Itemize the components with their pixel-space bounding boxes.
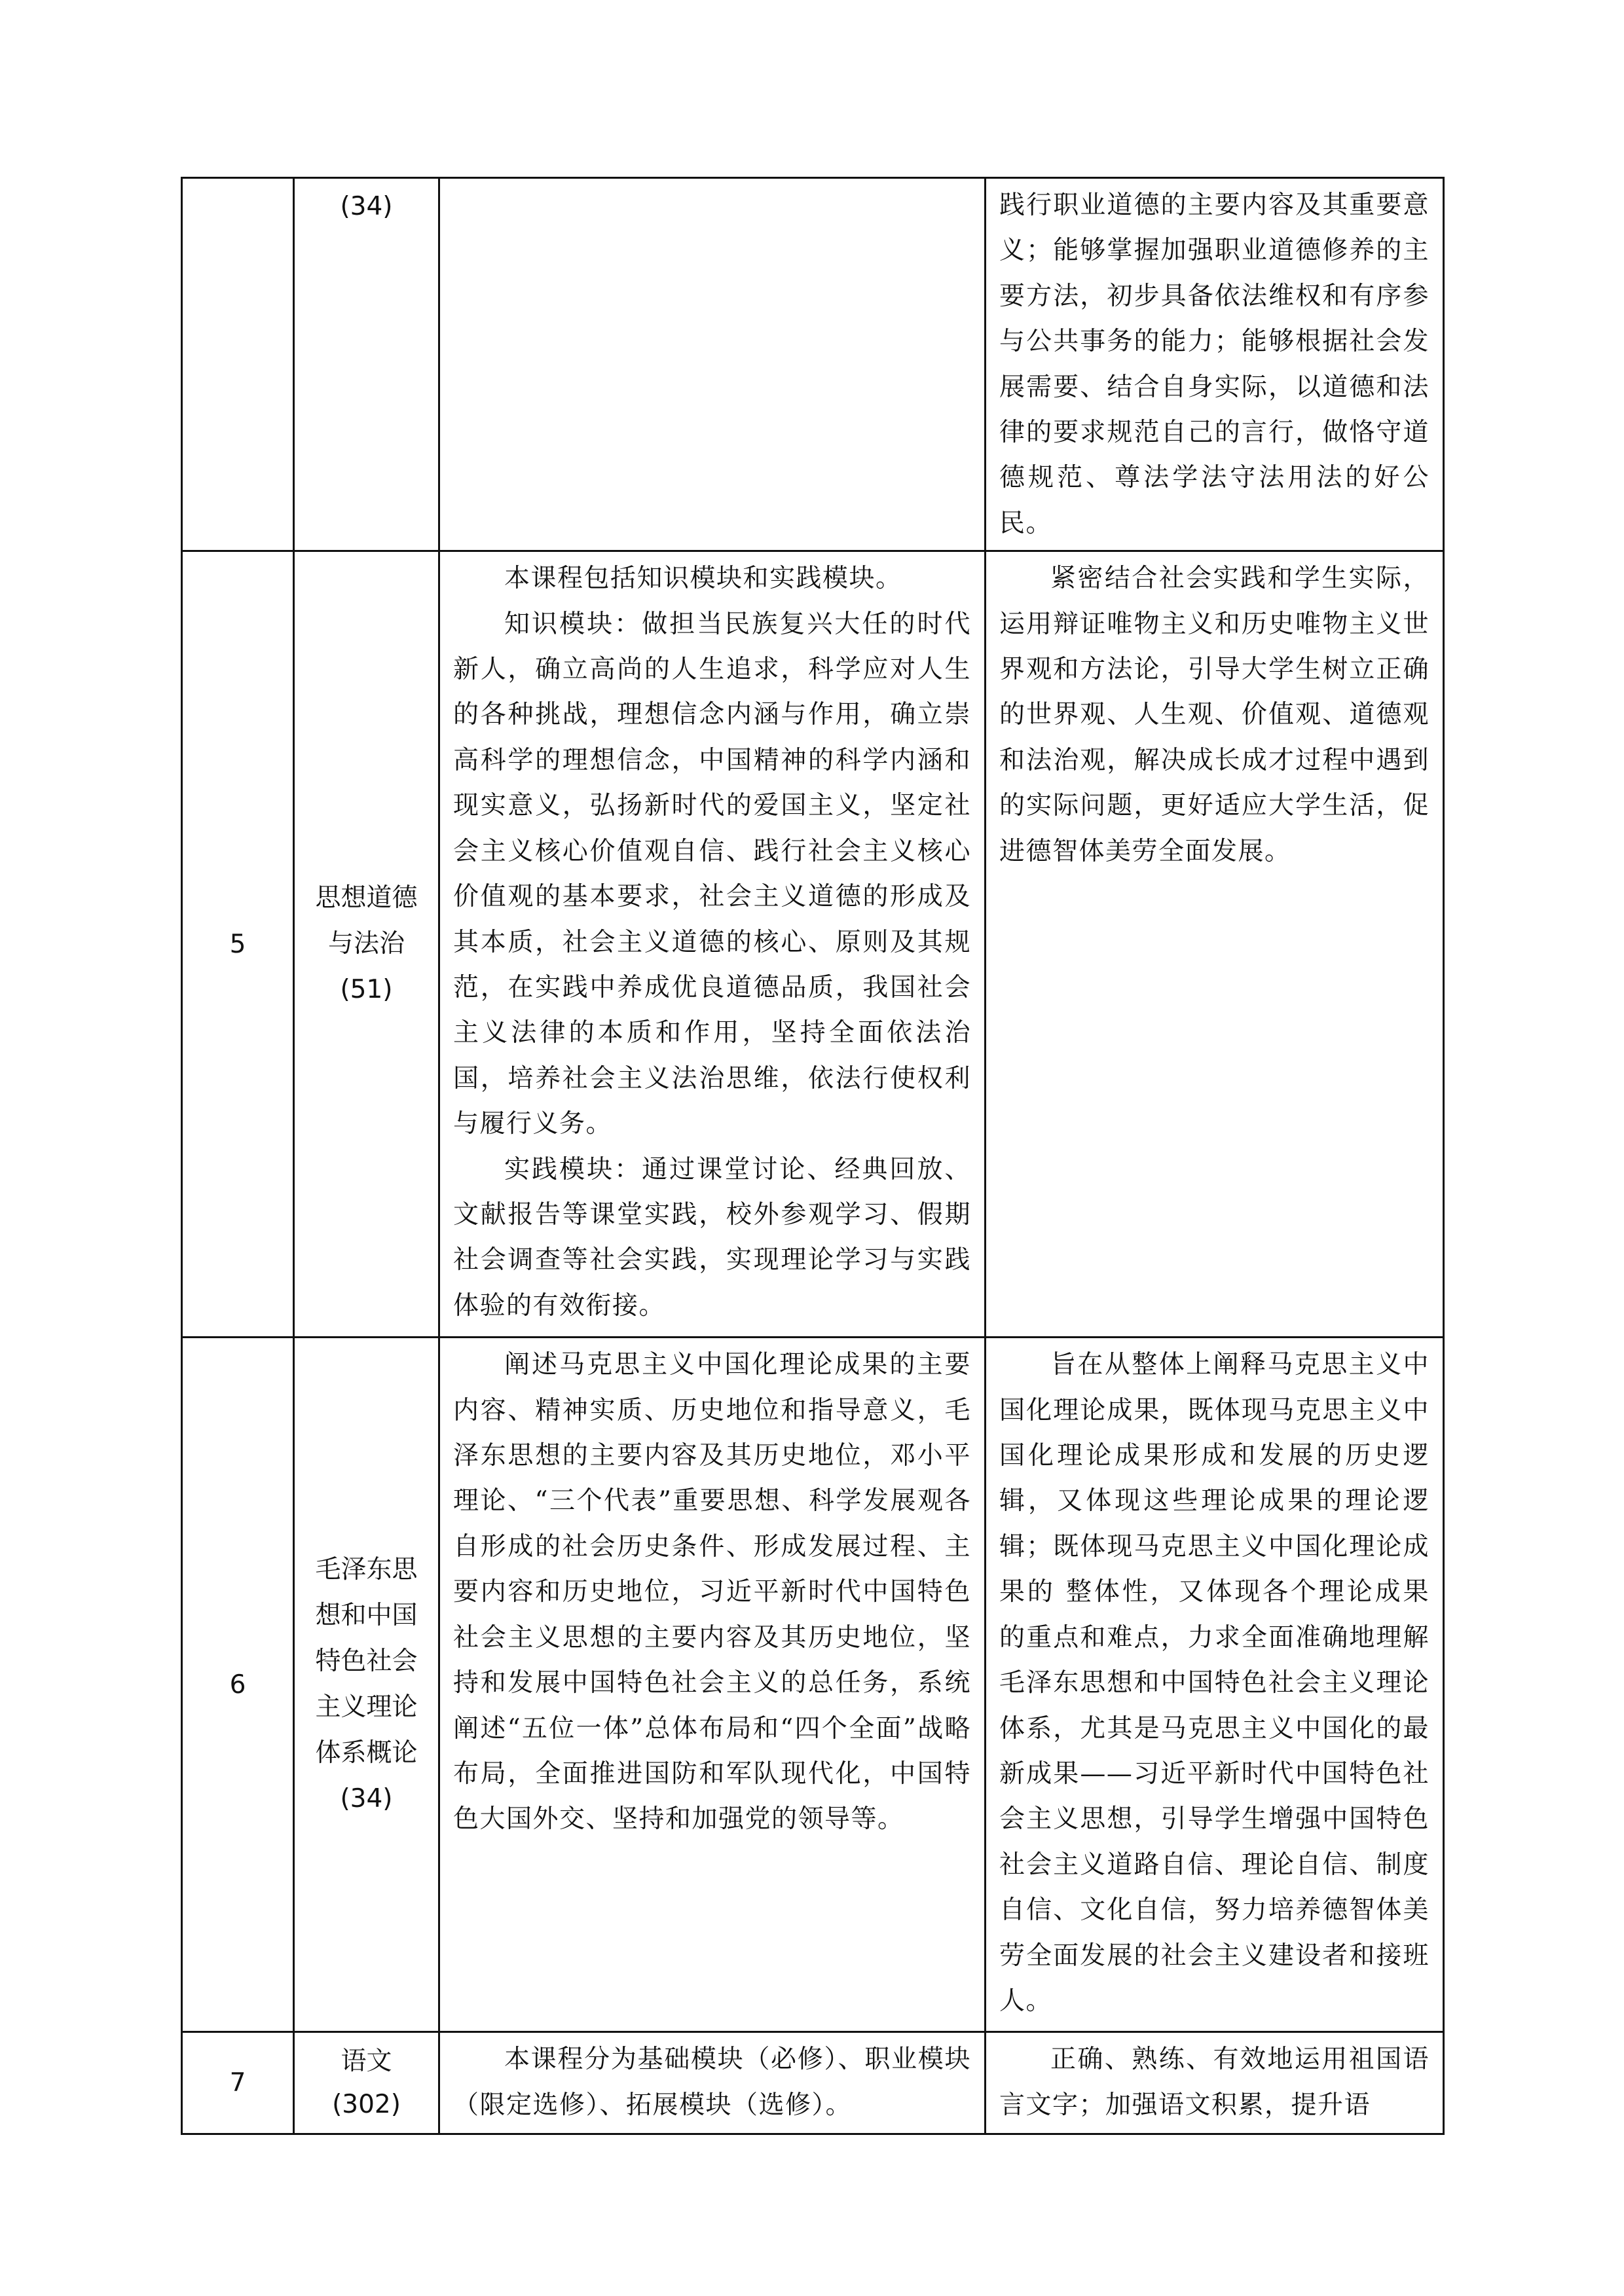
goal-paragraph: 旨在从整体上阐释马克思主义中国化理论成果，既体现马克思主义中国化理论成果形成和发展的历史逻辑，又体现这些理论成果的理论逻辑；既体现马克思主义中国化理论成果的 整体性，又体现各个理论成果的重点和难点，力求全面准确地理解毛泽东思想和中国特色社会主义理论体系，尤其是马克思主义中国化的最新成果——习近平新时代中国特色社会主义思想，引导学生增强中国特色社会主义道路自信、理论自信、制度自信、文化自信，努力培养德智体美劳全面发展的社会主义建设者和接班人。 [999,1350,1430,2016]
table-row [182,1338,1444,2032]
course-name [294,2032,439,2134]
course-name-line: 语文 [341,2046,392,2076]
course-hours: (34) [340,192,393,221]
course-content [439,178,986,551]
course-name-line: 特色社会 [315,1647,418,1677]
course-content [439,2032,986,2134]
course-name-line: 与法治 [327,929,405,959]
goal-paragraph: 践行职业道德的主要内容及其重要意义；能够掌握加强职业道德修养的主要方法，初步具备依法维权和有序参与公共事务的能力；能够根据社会发展需要、结合自身实际，以道德和法律的要求规范自己的言行，做恪守道德规范、尊法学法守法用法的好公民。 [999,191,1430,538]
course-hours: (51) [340,975,393,1005]
course-content [439,551,986,1338]
course-content [439,1338,986,2032]
content-paragraph: 实践模块：通过课堂讨论、经典回放、文献报告等课堂实践，校外参观学习、假期社会调查等社会实践，实现理论学习与实践体验的有效衔接。 [453,1154,971,1321]
row-number: 7 [182,2032,294,2134]
table-row [182,2032,1444,2134]
table-row [182,551,1444,1338]
course-goal [986,551,1444,1338]
row-number: 5 [182,551,294,1338]
row-number: 6 [182,1338,294,2032]
course-hours: (302) [332,2089,401,2119]
content-paragraph: 本课程分为基础模块（必修）、职业模块（限定选修）、拓展模块（选修）。 [453,2045,971,2120]
goal-paragraph: 正确、熟练、有效地运用祖国语言文字；加强语文积累，提升语 [999,2045,1430,2120]
table-row [182,178,1444,551]
content-paragraph: 知识模块：做担当民族复兴大任的时代新人，确立高尚的人生追求，科学应对人生的各种挑战，理想信念内涵与作用，确立崇高科学的理想信念，中国精神的科学内涵和现实意义，弘扬新时代的爱国主义，坚定社会主义核心价值观自信、践行社会主义核心价值观的基本要求，社会主义道德的形成及其本质，社会主义道德的核心、原则及其规范，在实践中养成优良道德品质，我国社会主义法律的本质和作用，坚持全面依法治国，培养社会主义法治思维，依法行使权利与履行义务。 [453,609,971,1139]
course-name-line: 想和中国 [315,1601,418,1631]
course-name-line: 体系概论 [315,1738,418,1768]
course-name [294,1338,439,2032]
course-name-line: 主义理论 [315,1692,418,1722]
content-paragraph: 阐述马克思主义中国化理论成果的主要内容、精神实质、历史地位和指导意义，毛泽东思想的主要内容及其历史地位，邓小平理论、“三个代表”重要思想、科学发展观各自形成的社会历史条件、形成发展过程、主要内容和历史地位，习近平新时代中国特色社会主义思想的主要内容及其历史地位，坚持和发展中国特色社会主义的总任务，系统阐述“五位一体”总体布局和“四个全面”战略布局，全面推进国防和军队现代化，中国特色大国外交、坚持和加强党的领导等。 [453,1350,971,1834]
course-goal [986,2032,1444,2134]
course-hours: (34) [340,1784,393,1814]
course-name-line: 思想道德 [315,883,418,913]
content-paragraph: 本课程包括知识模块和实践模块。 [504,564,902,594]
course-goal [986,1338,1444,2032]
course-table [181,177,1445,2135]
course-name [294,178,439,551]
row-number [182,178,294,551]
course-goal [986,178,1444,551]
goal-paragraph: 紧密结合社会实践和学生实际，运用辩证唯物主义和历史唯物主义世界观和方法论，引导大学生树立正确的世界观、人生观、价值观、道德观和法治观，解决成长成才过程中遇到的实际问题，更好适应大学生活，促进德智体美劳全面发展。 [999,564,1430,866]
course-name [294,551,439,1338]
course-name-line: 毛泽东思 [315,1555,418,1585]
